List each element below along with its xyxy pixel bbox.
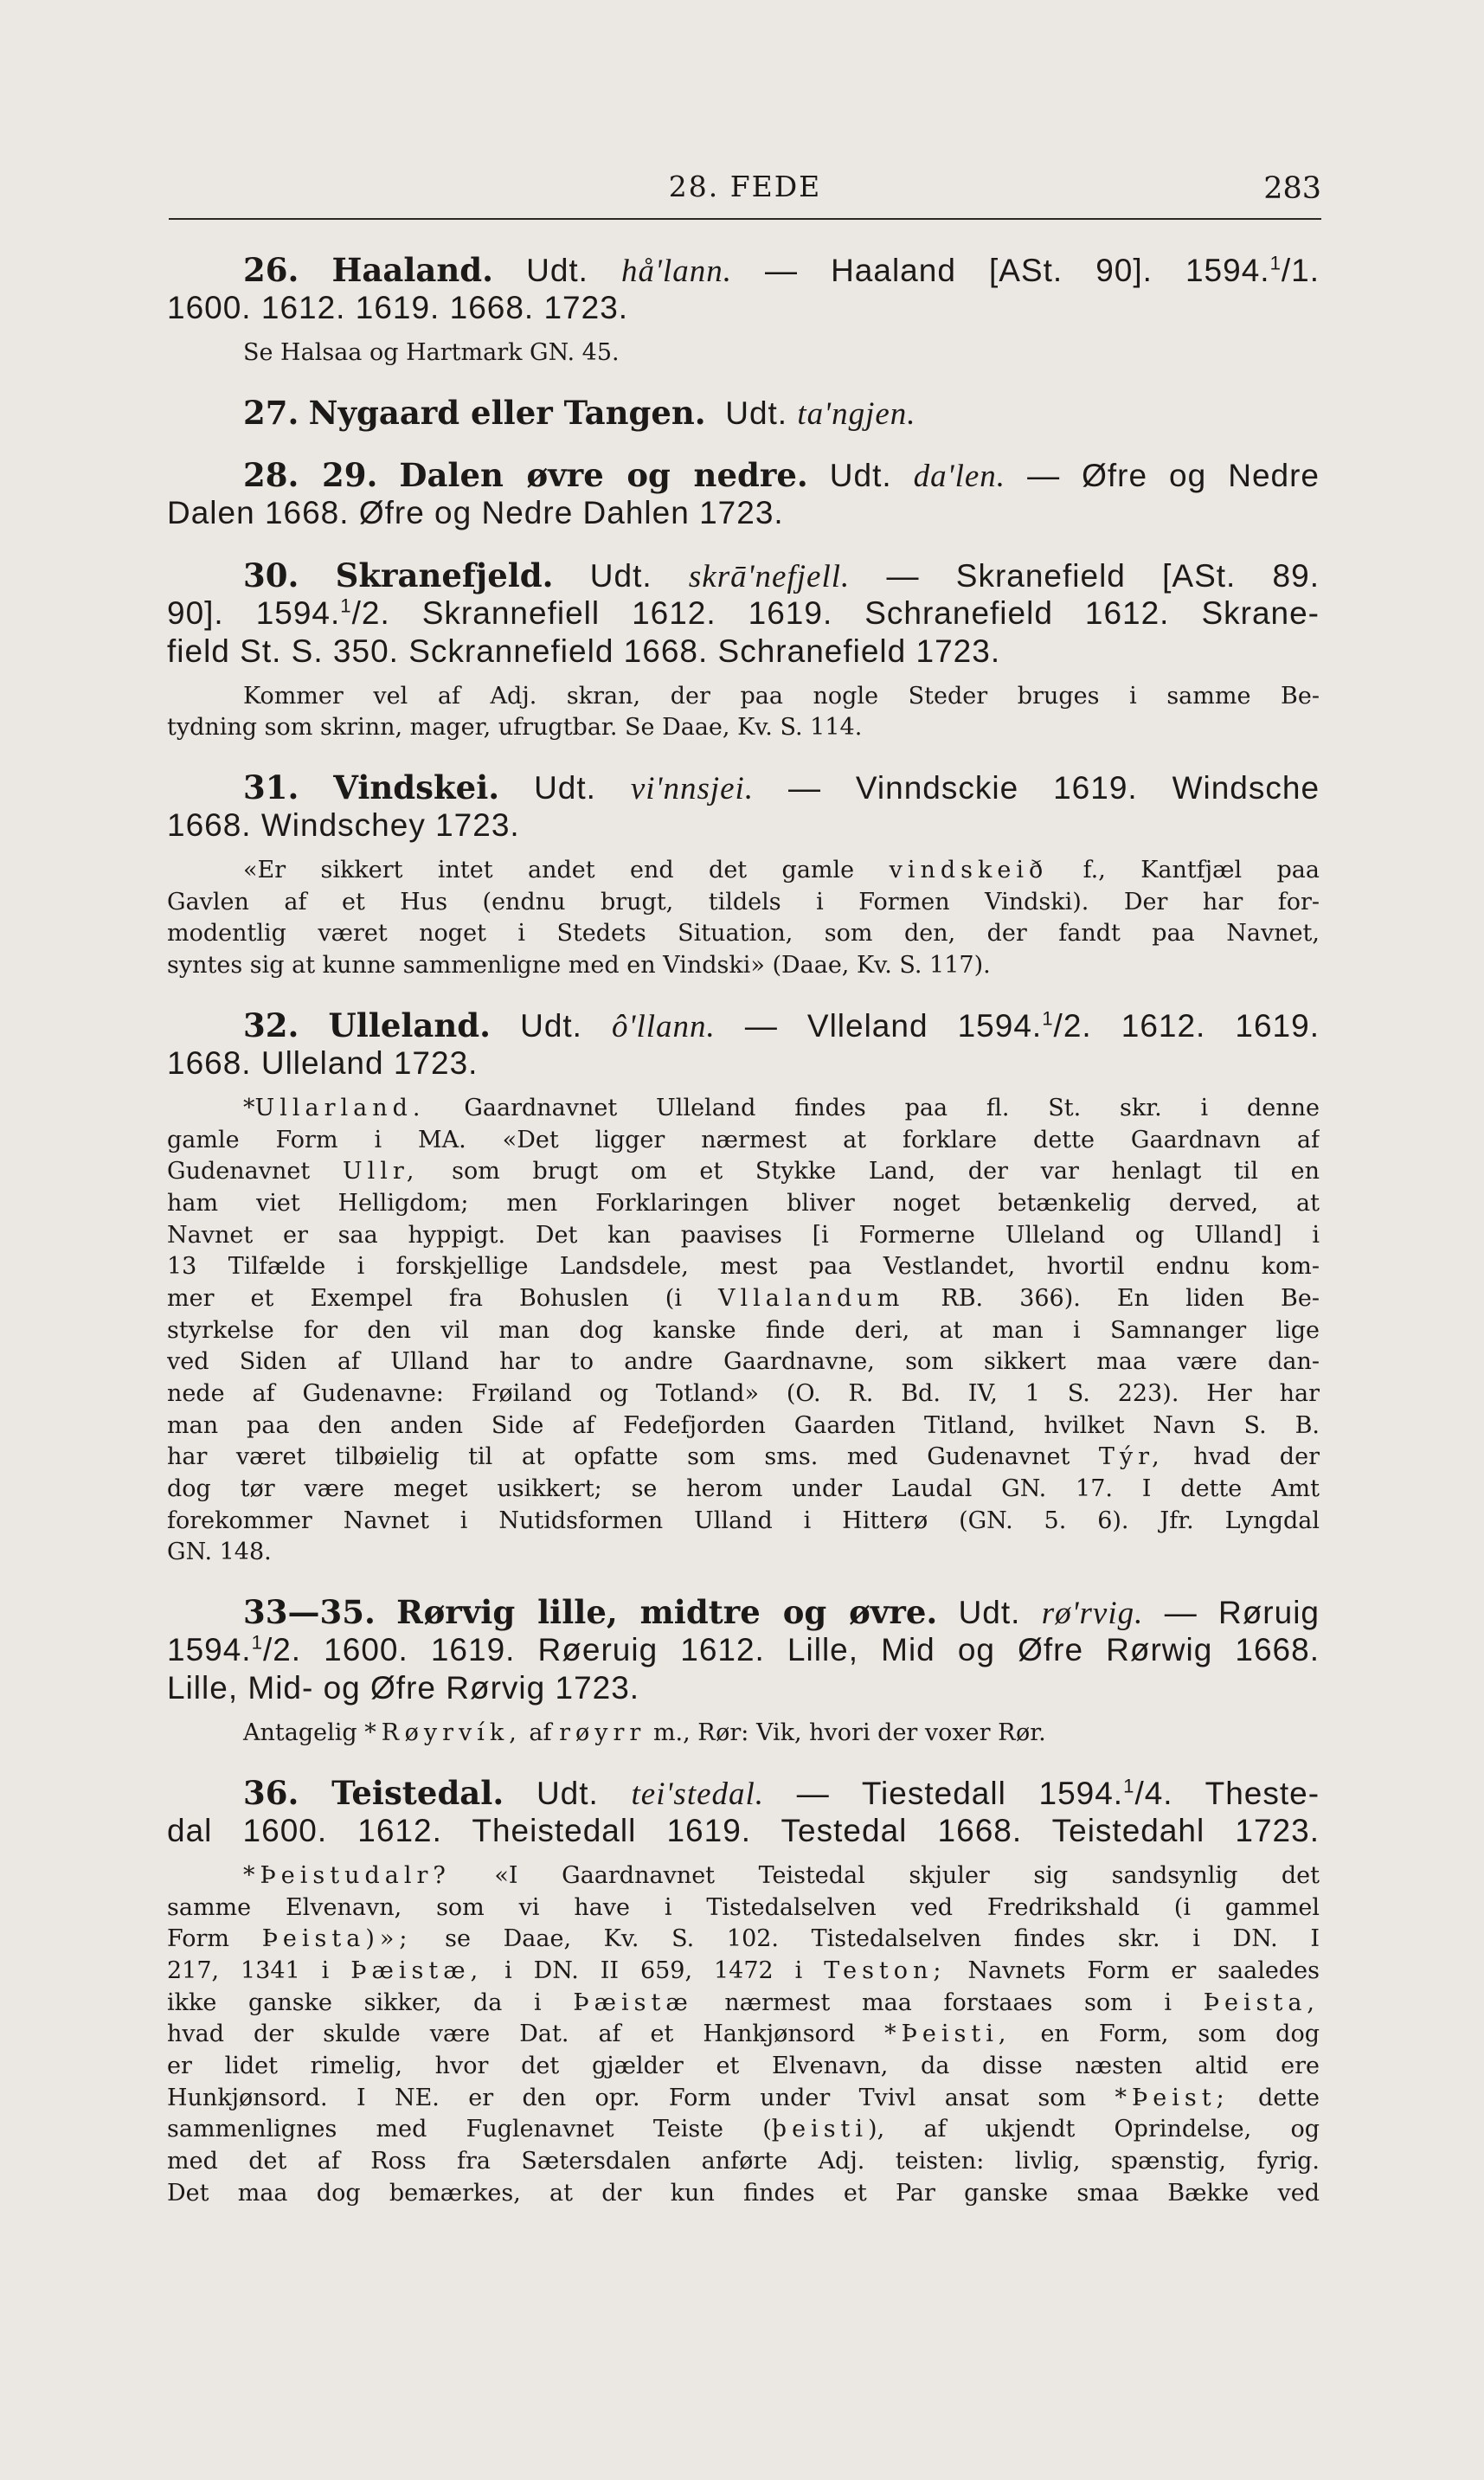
entry-31-main [167, 768, 1320, 845]
spaced-term: Þæistæ, [350, 1956, 484, 1984]
note-text: Hunkjønsord. I NE. er den opr. Form under Tvivl ansat som [167, 2084, 1087, 2111]
page-header [169, 170, 1321, 220]
spaced-term: Teston; [824, 1956, 947, 1984]
note-text: Gudenavnet [167, 1158, 311, 1185]
entry-line [167, 1631, 1320, 1669]
entry-line: Lille, Mid- og Øfre Rørvig 1723. [167, 1670, 640, 1706]
note-text: Gaardnavnet Ulleland findes paa fl. St. skr. i denne [464, 1094, 1320, 1121]
note-line: med det af Ross fra Sætersdalen anførte Adj. teisten: livlig, spænstig, fyrig. [167, 2148, 1320, 2175]
entry-line [167, 1006, 1320, 1044]
entry-30 [167, 556, 1320, 744]
note-line: dog tør være meget usikkert; se herom under Laudal GN. 17. I dette Amt [167, 1475, 1320, 1503]
note-line: GN. 148. [167, 1539, 272, 1566]
variant-forms: 90]. 1594. [167, 594, 341, 631]
entry-line [167, 1593, 1320, 1631]
note-text: hvad der [1193, 1443, 1320, 1471]
note-line [167, 2083, 1320, 2115]
entry-line [167, 251, 1320, 289]
variant-forms: — Skranefield [ASt. 89. [886, 557, 1320, 594]
note-line: modentlig været noget i Stedets Situation, som den, der fandt paa Navnet, [167, 920, 1320, 948]
note-line: Navnet er saa hyppigt. Det kan paavises [i Formerne Ulleland og Ulland] i [167, 1221, 1320, 1249]
fraction-numerator: 1 [1042, 1007, 1054, 1030]
entry-line: 1600. 1612. 1619. 1668. 1723. [167, 290, 629, 325]
entry-number: 36. [243, 1773, 299, 1812]
spaced-term: Vllalandum [718, 1284, 905, 1312]
entry-31 [167, 768, 1320, 982]
note-text: en Form, som dog [1040, 2021, 1320, 2048]
note-text: Form [167, 1925, 230, 1953]
note-line [167, 855, 1320, 887]
note-text: sammenlignes med Fuglenavnet Teiste ( [167, 2116, 772, 2143]
variant-forms-cont: /1. [1281, 253, 1320, 288]
note-line: man paa den anden Side af Fedefjorden Gaarden Titland, hvilket Navn S. B. [167, 1411, 1320, 1439]
udt-label: Udt. [520, 1007, 582, 1044]
udt-label: Udt. [725, 395, 788, 431]
entry-line: 1668. Windschey 1723. [167, 807, 520, 844]
entry-33-35 [167, 1593, 1320, 1750]
note-text: ikke ganske sikker, da i [167, 1988, 542, 2016]
pronunciation: rø'rvig. [1041, 1596, 1144, 1632]
pronunciation: tei'stedal. [631, 1776, 765, 1812]
note-line [167, 1924, 1320, 1956]
variant-forms-cont: /2. Skrannefiell 1612. 1619. Schranefield 1612. Skrane- [351, 594, 1320, 631]
asterisk: * [243, 1094, 255, 1121]
entry-headword: Ulleland. [328, 1005, 491, 1044]
entry-number: 27. [243, 393, 299, 432]
pronunciation: vi'nnsjei. [630, 771, 755, 807]
note-text: «I Gaardnavnet Teistedal skjuler sig sandsynlig det [494, 1861, 1320, 1889]
entry-line: dal 1600. 1612. Theistedall 1619. Testedal 1668. Teistedahl 1723. [167, 1812, 1320, 1848]
pronunciation: da'len. [913, 458, 1006, 494]
note-text: i DN. II 659, 1472 i [504, 1956, 803, 1984]
entry-number: 33—35. [243, 1593, 376, 1632]
entry-number: 32. [243, 1005, 299, 1044]
note-text: se Daae, Kv. S. 102. Tistedalselven findes skr. i DN. I [445, 1925, 1320, 1953]
note-text: af [529, 1719, 552, 1747]
entry-headword: Skranefjeld. [335, 556, 554, 594]
spaced-term: vindskeið [889, 857, 1049, 884]
variant-forms: 1594. [167, 1632, 252, 1668]
entry-headword: Nygaard eller Tangen. [308, 393, 706, 432]
note-text: har været tilbøielig til at opfatte som sms. med Gudenavnet [167, 1443, 1070, 1471]
entry-27-main [167, 394, 1320, 432]
entry-33-main [167, 1593, 1320, 1707]
entry-headword: Haaland. [331, 251, 494, 289]
udt-label: Udt. [829, 457, 892, 493]
entry-26-note [167, 337, 1320, 369]
pronunciation: hå'lann. [621, 254, 732, 289]
entry-line: Dalen 1668. Øfre og Nedre Dahlen 1723. [167, 494, 784, 530]
variant-forms-cont: /2. 1600. 1619. Røeruig 1612. Lille, Mid og Øfre Rørwig 1668. [262, 1632, 1320, 1668]
pronunciation: skrā'nefjell. [688, 558, 851, 594]
running-title: 28. FEDE [668, 170, 822, 203]
fraction-numerator: 1 [1269, 252, 1282, 274]
entry-30-main [167, 556, 1320, 671]
entry-32-main [167, 1006, 1320, 1083]
note-line [167, 1283, 1320, 1315]
spaced-term: Týr, [1098, 1443, 1165, 1471]
note-text: ), af ukjendt Oprindelse, og [868, 2116, 1320, 2143]
udt-label: Udt. [536, 1775, 599, 1811]
spaced-term: þeisti [771, 2116, 869, 2143]
variant-forms: — Vinndsckie 1619. Windsche [788, 770, 1320, 806]
spaced-term: *Þeistudalr? [243, 1861, 451, 1889]
variant-forms: — Vlleland 1594. [744, 1007, 1043, 1044]
note-text: RB. 366). En liden Be- [941, 1284, 1320, 1312]
spaced-term: Þæistæ [573, 1988, 693, 2016]
pronunciation: ô'llann. [612, 1008, 716, 1044]
entry-36-main [167, 1774, 1320, 1850]
entry-headword: Dalen øvre og nedre. [399, 455, 808, 494]
entry-number: 31. [243, 768, 299, 807]
entry-headword: Rørvig lille, midtre og øvre. [396, 1593, 938, 1632]
note-line: samme Elvenavn, som vi have i Tistedalselven ved Fredrikshald (i gammel [167, 1893, 1320, 1921]
note-text: m., Rør: Vik, hvori der voxer Rør. [652, 1719, 1046, 1747]
entry-26 [167, 251, 1320, 369]
entry-33-note [167, 1718, 1320, 1750]
spaced-term: *Þeist; [1115, 2084, 1230, 2111]
entry-30-note [167, 681, 1320, 744]
note-line [167, 1988, 1320, 2020]
entry-36-note [167, 1860, 1320, 2210]
entry-28-main [167, 456, 1320, 532]
note-line [167, 2019, 1320, 2051]
udt-label: Udt. [526, 253, 588, 288]
note-line: Gavlen af et Hus (endnu brugt, tildels i Formen Vindski). Der har for- [167, 888, 1320, 916]
note-text: Navnets Form er saaledes [967, 1956, 1320, 1984]
note-text: «Er sikkert intet andet end det gamle [243, 857, 855, 884]
fraction-numerator: 1 [1123, 1775, 1135, 1797]
note-line: Kommer vel af Adj. skran, der paa nogle Steder bruges i samme Be- [243, 682, 1320, 710]
note-text: f., Kantfjæl paa [1082, 857, 1320, 884]
fraction-numerator: 1 [340, 594, 352, 617]
note-text: 217, 1341 i [167, 1956, 330, 1984]
note-line: ved Siden af Ulland har to andre Gaardnavne, som sikkert maa være dan- [167, 1348, 1320, 1376]
spaced-term: Ullarland. [254, 1094, 426, 1121]
spaced-term: Ullr, [342, 1158, 420, 1185]
entry-26-main [167, 251, 1320, 327]
note-line: ham viet Helligdom; men Forklaringen bliver noget betænkelig derved, at [167, 1189, 1320, 1217]
spaced-term: *Røyrvík, [364, 1719, 522, 1747]
variant-forms: — Haaland [ASt. 90]. 1594. [765, 253, 1270, 288]
entry-headword: Vindskei. [333, 768, 500, 807]
entry-number: 26. [243, 251, 299, 289]
variant-forms: — Røruig [1164, 1595, 1320, 1631]
note-line: styrkelse for den vil man dog kanske finde deri, at man i Samnanger lige [167, 1316, 1320, 1344]
page-body [167, 251, 1320, 2209]
entry-line [167, 768, 1320, 806]
pronunciation: ta'ngjen. [797, 395, 916, 432]
note-line [167, 1156, 1320, 1188]
entry-line [167, 394, 1320, 432]
note-line: forekommer Navnet i Nutidsformen Ulland i Hitterø (GN. 5. 6). Jfr. Lyngdal [167, 1507, 1320, 1534]
entry-27 [167, 394, 1320, 432]
entry-line [167, 456, 1320, 494]
note-line: Det maa dog bemærkes, at der kun findes et Par ganske smaa Bække ved [167, 2179, 1320, 2207]
note-text: Antagelig [243, 1719, 357, 1747]
entry-number: 30. [243, 556, 299, 594]
entry-36 [167, 1774, 1320, 2210]
udt-label: Udt. [958, 1595, 1021, 1631]
variant-forms: — Øfre og Nedre [1027, 457, 1320, 493]
spaced-term: *Þeisti, [884, 2021, 1012, 2048]
note-line [167, 1442, 1320, 1474]
entry-31-note [167, 855, 1320, 982]
entry-line [167, 594, 1320, 633]
note-line [167, 1956, 1320, 1988]
spaced-term: Þeista)»; [261, 1925, 413, 1953]
note-text: som brugt om et Stykke Land, der var henlagt til en [452, 1158, 1320, 1185]
entry-32 [167, 1006, 1320, 1569]
entry-line: 1668. Ulleland 1723. [167, 1044, 479, 1081]
note-line [167, 1718, 1320, 1750]
entry-number: 28. 29. [243, 455, 378, 494]
entry-line [167, 556, 1320, 594]
entry-line [167, 1774, 1320, 1812]
variant-forms: — Tiestedall 1594. [796, 1775, 1124, 1811]
note-line: er lidet rimelig, hvor det gjælder et Elvenavn, da disse næsten altid ere [167, 2052, 1320, 2079]
entry-line: field St. S. 350. Sckrannefield 1668. Schranefield 1723. [167, 633, 1001, 669]
note-text: dette [1258, 2084, 1320, 2111]
note-line: tydning som skrinn, mager, ufrugtbar. Se Daae, Kv. S. 114. [167, 714, 863, 742]
note-line: nede af Gudenavne: Frøiland og Totland» (O. R. Bd. IV, 1 S. 223). Her har [167, 1380, 1320, 1407]
note-line [167, 1860, 1320, 1892]
note-line: gamle Form i MA. «Det ligger nærmest at forklare dette Gaardnavn af [167, 1126, 1320, 1153]
note-line: Se Halsaa og Hartmark GN. 45. [243, 339, 620, 366]
page-number: 283 [1263, 171, 1321, 206]
entry-headword: Teistedal. [331, 1773, 504, 1812]
note-line: syntes sig at kunne sammenligne med en Vindski» (Daae, Kv. S. 117). [167, 952, 991, 980]
note-line: 13 Tilfælde i forskjellige Landsdele, mest paa Vestlandet, hvortil endnu kom- [167, 1253, 1320, 1281]
udt-label: Udt. [589, 557, 652, 594]
note-text: nærmest maa forstaaes som i [724, 1988, 1172, 2016]
spaced-term: Þeista, [1203, 1988, 1320, 2016]
variant-forms-cont: /4. Theste- [1134, 1775, 1320, 1811]
spaced-term: røyrr [559, 1719, 646, 1747]
note-text: mer et Exempel fra Bohuslen (i [167, 1284, 682, 1312]
note-text: hvad der skulde være Dat. af et Hankjønsord [167, 2021, 856, 2048]
udt-label: Udt. [534, 770, 596, 806]
variant-forms-cont: /2. 1612. 1619. [1053, 1007, 1320, 1044]
note-line [167, 2114, 1320, 2146]
entry-28-29 [167, 456, 1320, 532]
fraction-numerator: 1 [251, 1631, 263, 1654]
entry-32-note [167, 1093, 1320, 1569]
note-line [167, 1093, 1320, 1125]
